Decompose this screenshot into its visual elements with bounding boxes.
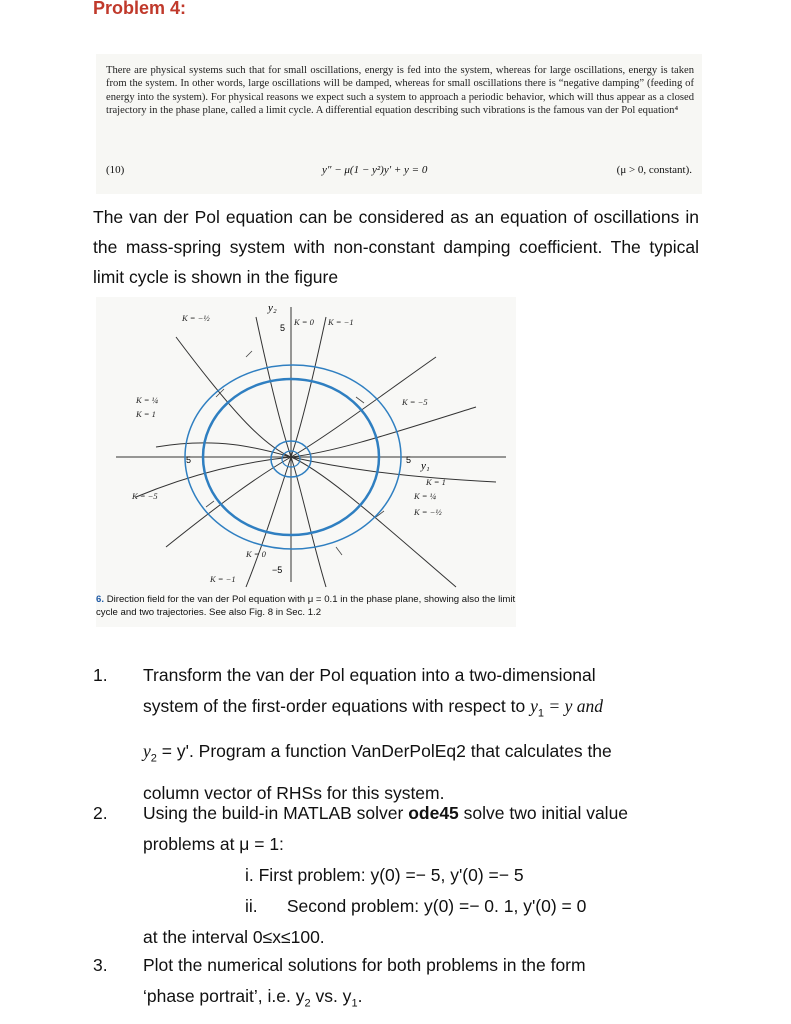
phase-plane-figure bbox=[96, 297, 516, 627]
equation-number: (10) bbox=[106, 164, 125, 176]
k-label: K = ¼ bbox=[414, 491, 437, 501]
isocline-c bbox=[136, 407, 476, 497]
tick-5-left: 5 bbox=[186, 455, 192, 465]
task-text: Plot the numerical solutions for both problems in the form bbox=[143, 955, 586, 975]
second-problem: ii. Second problem: y(0) =− 0. 1, y'(0) = 0 bbox=[245, 896, 587, 916]
task-text: problems at μ = 1: bbox=[143, 834, 284, 854]
task-text: ‘phase portrait’, i.e. $y_2$ vs. $y_1$. bbox=[143, 986, 363, 1010]
task-1 bbox=[93, 660, 699, 803]
k-label: K = 0 bbox=[246, 549, 266, 559]
task-text: column vector of RHSs for this system. bbox=[143, 783, 445, 803]
caption-text: Direction field for the van der Pol equation with μ = 0.1 in the phase plane, showing also the limit cycle and two trajectories. See also Fig. 8 in Sec. 1.2 bbox=[96, 594, 516, 618]
van-der-pol-equation: y″ − μ(1 − y²)y′ + y = 0 bbox=[322, 164, 428, 176]
task-text: Transform the van der Pol equation into a two-dimensional bbox=[143, 665, 596, 685]
k-label: K = 0 bbox=[294, 317, 314, 327]
direction-field-plot bbox=[96, 297, 516, 597]
k-label: K = −½ bbox=[182, 313, 210, 323]
task-2 bbox=[93, 798, 699, 948]
tick bbox=[356, 397, 364, 403]
k-label: K = −1 bbox=[210, 574, 236, 584]
task-number: 2. bbox=[93, 803, 108, 823]
first-problem: i. First problem: y(0) =− 5, y'(0) =− 5 bbox=[245, 865, 524, 885]
problem-title: Problem 4: bbox=[93, 0, 187, 18]
tick-5-right: 5 bbox=[406, 455, 412, 465]
k-label: K = −½ bbox=[414, 507, 442, 517]
y2-axis-label: y₂ bbox=[268, 302, 277, 314]
k-label: K = ¼ bbox=[136, 395, 159, 405]
task-text: at the interval 0≤x≤100. bbox=[143, 927, 325, 947]
tick bbox=[246, 351, 252, 357]
k-label: K = 1 bbox=[136, 409, 156, 419]
tick bbox=[336, 547, 342, 555]
task-text: Using the build-in MATLAB solver ode45 solve two initial value bbox=[143, 803, 629, 823]
k-label: K = 1 bbox=[426, 477, 446, 487]
k-label: K = −5 bbox=[132, 491, 158, 501]
equation-condition: (μ > 0, constant). bbox=[616, 164, 692, 176]
k-label: K = −1 bbox=[328, 317, 354, 327]
intro-paragraph: The van der Pol equation can be considered as an equation of oscillations in the mass-spring system with non-constant damping coefficient. The typical limit cycle is shown in the figure bbox=[93, 207, 699, 287]
y1-axis-label: y₁ bbox=[421, 460, 430, 472]
tick bbox=[206, 501, 214, 507]
task-number: 1. bbox=[93, 665, 108, 685]
tick-minus5-bottom: −5 bbox=[272, 565, 283, 575]
caption-number: 6. bbox=[96, 594, 105, 605]
task-number: 3. bbox=[93, 955, 108, 975]
task-text: $y_2 = y'$. Program a function VanDerPolEq2 that calculates the bbox=[143, 740, 612, 764]
textbook-excerpt bbox=[96, 54, 702, 194]
isocline-f bbox=[166, 357, 436, 547]
task-text: system of the first-order equations with respect to $y_1 = y$ and bbox=[143, 696, 603, 720]
excerpt-paragraph: There are physical systems such that for small oscillations, energy is fed into the system, whereas for large oscillations, energy is taken from the system. In other words, large oscillations will be damped, whereas for small oscillations there is “negative damping” (feeding of energy into the system). For physical reasons we expect such a system to approach a periodic behavior, which will thus appear as a closed trajectory in the phase plane, called a limit cycle. A differential equation describing such vibrations is the famous van der Pol equation⁴ bbox=[106, 65, 694, 116]
tick-5-top: 5 bbox=[280, 323, 286, 333]
direction-ticks bbox=[206, 351, 384, 555]
figure-caption bbox=[96, 593, 526, 619]
task-3 bbox=[93, 950, 699, 1024]
k-label: K = −5 bbox=[402, 397, 428, 407]
